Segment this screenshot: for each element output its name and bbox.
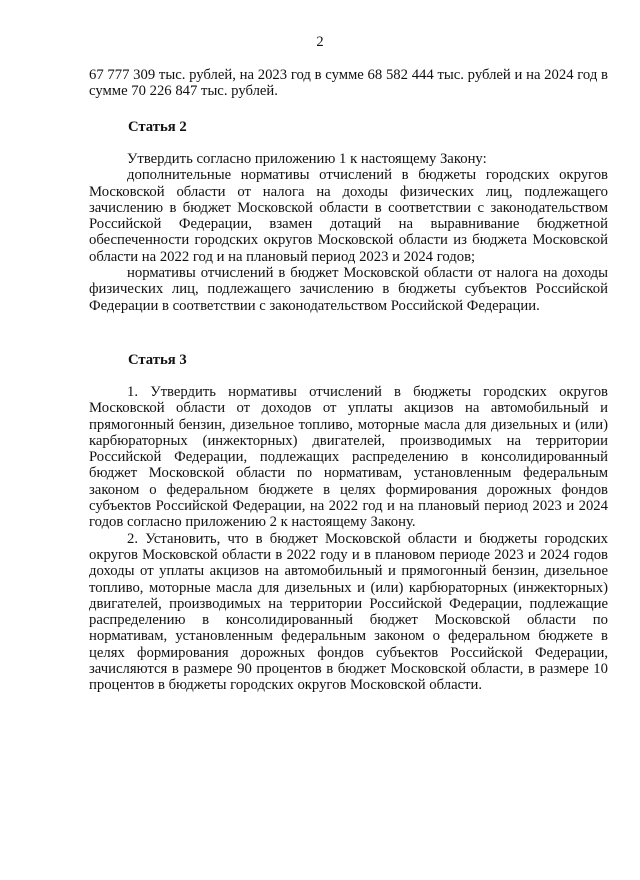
article-3-body (89, 384, 608, 694)
article-2-item-2: нормативы отчислений в бюджет Московской области от налога на доходы физических лиц, подлежащего зачислению в бюджеты субъектов Российской Федерации в соответствии с законодательством Российской Федерации. (89, 265, 608, 314)
intro-text: 67 777 309 тыс. рублей, на 2023 год в сумме 68 582 444 тыс. рублей и на 2024 год в сумме 70 226 847 тыс. рублей. (89, 67, 608, 100)
article-2-item-1: дополнительные нормативы отчислений в бюджеты городских округов Московской области от налога на доходы физических лиц, подлежащего зачислению в бюджет Московской области в соответствии с законодательством Российской Федерации, взамен дотаций на выравнивание бюджетной обеспеченности городских округов Московской области из бюджета Московской области на 2022 год и на плановый период 2023 и 2024 годов; (89, 167, 608, 265)
article-2-body (89, 151, 608, 314)
article-3-heading: Статья 3 (128, 352, 187, 368)
page-number: 2 (316, 34, 324, 50)
article-3-paragraph-2: 2. Установить, что в бюджет Московской области и бюджеты городских округов Московской области в 2022 году и в плановом периоде 2023 и 2024 годов доходы от уплаты акцизов на автомобильный и прямогонный бензин, дизельное топливо, моторные масла для дизельных и (или) карбюраторных (инжекторных) двигателей, производимых на территории Российской Федерации, подлежащие распределению в консолидированный бюджет Московской области по нормативам, установленным федеральным законом о федеральном бюджете в целях формирования дорожных фондов субъектов Российской Федерации, зачисляются в размере 90 процентов в бюджет Московской области, в размере 10 процентов в бюджеты городских округов Московской области. (89, 530, 608, 694)
intro-paragraph (89, 67, 608, 100)
article-3-paragraph-1: 1. Утвердить нормативы отчислений в бюджеты городских округов Московской области от доходов от уплаты акцизов на автомобильный и прямогонный бензин, дизельное топливо, моторные масла для дизельных и (или) карбюраторных (инжекторных) двигателей, производимых на территории Российской Федерации, подлежащих распределению в консолидированный бюджет Московской области по нормативам, установленным федеральным законом о федеральном бюджете в целях формирования дорожных фондов субъектов Российской Федерации, на 2022 год и на плановый период 2023 и 2024 годов согласно приложению 2 к настоящему Закону. (89, 384, 608, 531)
article-2-heading: Статья 2 (128, 119, 187, 135)
article-2-lead: Утвердить согласно приложению 1 к настоящему Закону: (127, 151, 487, 167)
